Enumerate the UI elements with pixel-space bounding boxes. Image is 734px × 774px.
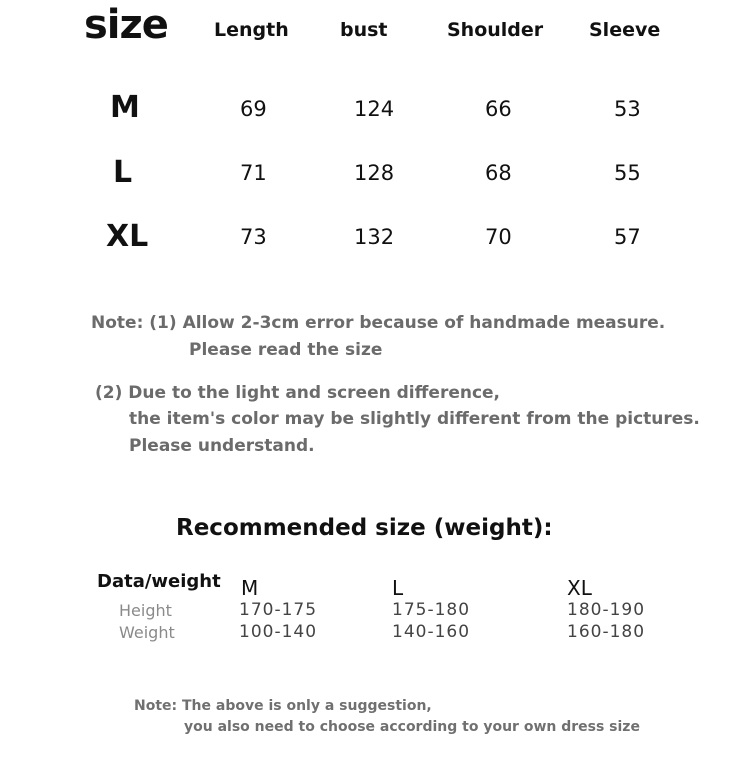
- recommended-size-m: M: [241, 576, 259, 600]
- note-1-line-2: Please read the size: [189, 340, 383, 360]
- recommended-title: Recommended size (weight):: [176, 515, 553, 541]
- table-cell: 124: [354, 97, 395, 121]
- recommended-cell: 140-160: [392, 622, 471, 642]
- note-2-line-2: the item's color may be slightly different from the pictures.: [129, 409, 700, 429]
- recommended-size-l: L: [392, 576, 404, 600]
- table-cell: 69: [240, 97, 267, 121]
- table-cell: 68: [485, 161, 512, 185]
- header-length: Length: [214, 19, 289, 41]
- recommended-row-label-weight: Weight: [119, 623, 175, 642]
- table-cell: 55: [614, 161, 641, 185]
- header-bust: bust: [340, 19, 388, 41]
- table-cell: 132: [354, 225, 395, 249]
- table-cell: 57: [614, 225, 641, 249]
- recommended-header-label: Data/weight: [97, 571, 221, 592]
- row-size-xl: XL: [106, 219, 149, 254]
- table-cell: 73: [240, 225, 267, 249]
- table-cell: 53: [614, 97, 641, 121]
- note-1-line-1: Note: (1) Allow 2-3cm error because of handmade measure.: [91, 313, 666, 333]
- recommended-size-xl: XL: [567, 576, 592, 600]
- table-cell: 128: [354, 161, 395, 185]
- row-size-l: L: [113, 155, 133, 190]
- header-shoulder: Shoulder: [447, 19, 544, 41]
- recommended-cell: 170-175: [239, 600, 318, 620]
- recommended-cell: 100-140: [239, 622, 318, 642]
- size-table-title: size: [84, 2, 168, 48]
- row-size-m: M: [110, 90, 140, 125]
- note-2-line-1: (2) Due to the light and screen difference,: [95, 383, 501, 403]
- table-cell: 66: [485, 97, 512, 121]
- recommended-cell: 180-190: [567, 600, 646, 620]
- recommended-row-label-height: Height: [119, 601, 172, 620]
- recommended-cell: 175-180: [392, 600, 471, 620]
- table-cell: 70: [485, 225, 512, 249]
- final-note-line-2: you also need to choose according to your own dress size: [184, 719, 640, 735]
- header-sleeve: Sleeve: [589, 19, 661, 41]
- note-2-line-3: Please understand.: [129, 436, 315, 456]
- table-cell: 71: [240, 161, 267, 185]
- recommended-cell: 160-180: [567, 622, 646, 642]
- final-note-line-1: Note: The above is only a suggestion,: [134, 698, 432, 714]
